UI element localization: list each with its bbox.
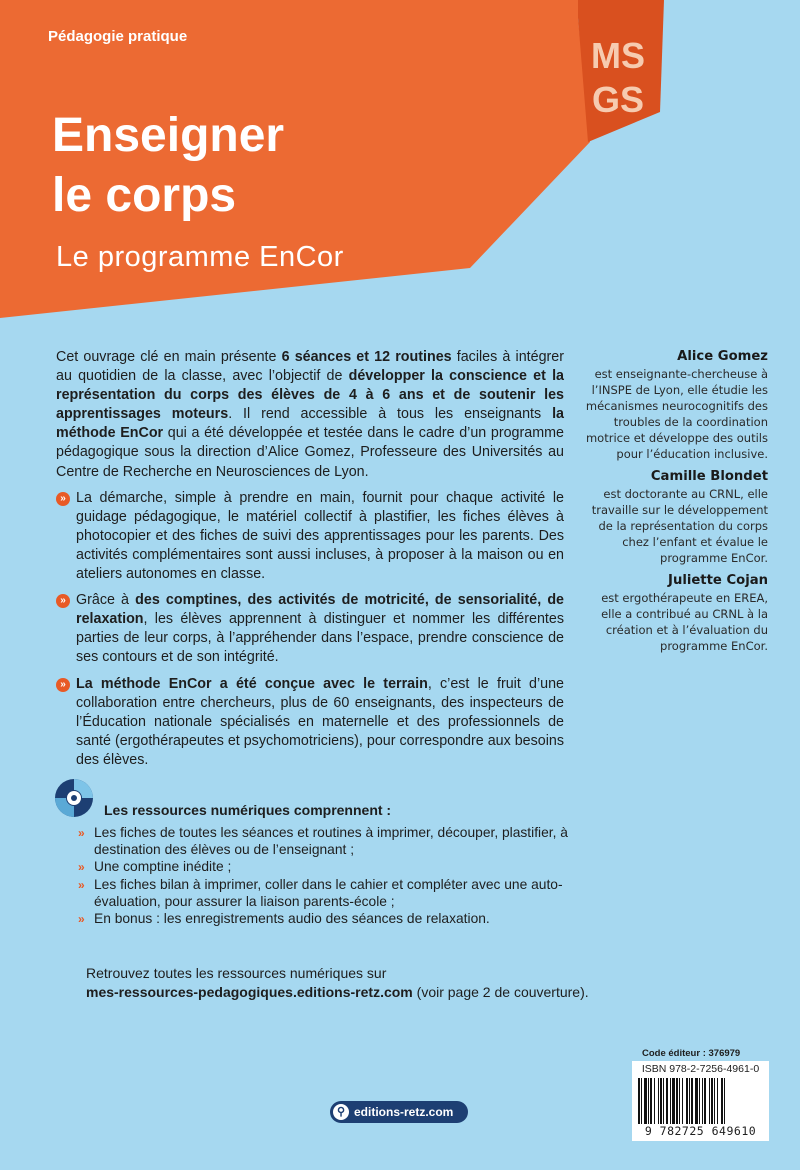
book-title [52, 106, 284, 226]
description [56, 348, 564, 770]
resources-list [78, 824, 574, 927]
barcode-bar [709, 1078, 710, 1124]
bullet-paragraph [56, 591, 564, 667]
chevron-right-icon: » [56, 678, 70, 692]
barcode-bar [704, 1078, 706, 1124]
barcode-bar [679, 1078, 680, 1124]
series-label: Pédagogie pratique [48, 28, 188, 45]
list-item-text: Les fiches de toutes les séances et routines à imprimer, découper, plastifier, à destination des élèves ou de l’enseignant ; [94, 825, 568, 858]
title-line-2: le corps [52, 169, 237, 222]
barcode-bar [641, 1078, 642, 1124]
barcode-bar [699, 1078, 700, 1124]
barcode-bars [638, 1078, 763, 1124]
isbn: ISBN 978-2-7256-4961-0 [641, 1063, 760, 1075]
resources-site-link[interactable]: mes-ressources-pedagogiques.editions-retz.com [86, 984, 413, 1000]
author-block [585, 572, 768, 654]
cd-disc-icon [54, 778, 94, 818]
resources-title: Les ressources numériques comprennent : [104, 802, 392, 818]
list-item [78, 858, 574, 875]
bullet-text: La démarche, simple à prendre en main, fournit pour chaque activité le guidage pédagogique, le matériel collectif à plastifier, les fiches élèves à photocopier et des fiches de suivi des apprentissages pour les parents. Des activités complémentaires sont aussi incluses, à proposer à la maison ou en ateliers autonomes en classe. [76, 489, 564, 583]
barcode-bar [691, 1078, 693, 1124]
barcode-bar [658, 1078, 659, 1124]
intro-text: faciles à intégrer au quotidien de la classe, avec l’objectif de [56, 349, 564, 385]
barcode-bar [648, 1078, 649, 1124]
resources-note [86, 964, 589, 1002]
barcode-bar [724, 1078, 725, 1124]
class-levels [590, 34, 646, 122]
author-bio: est ergothérapeute en EREA, elle a contribué au CRNL à la création et à l’évaluation du programme EnCor. [601, 591, 768, 653]
barcode-bar [676, 1078, 678, 1124]
bullet-text: , les élèves apprennent à distinguer et nommer les différentes parties de leur corps, à l’appréhender dans l’espace, prendre conscience de ses contours et de son intégrité. [76, 611, 564, 666]
barcode-bar [721, 1078, 723, 1124]
barcode-bar [686, 1078, 688, 1124]
list-item-text: En bonus : les enregistrements audio des séances de relaxation. [94, 911, 490, 927]
author-bio: est enseignante-chercheuse à l’INSPE de Lyon, elle étudie les mécanismes neurocognitifs des troubles de la coordination motrice et développe des outils pour l’éducation inclusive. [585, 367, 768, 461]
resources-note-suffix: (voir page 2 de couverture). [412, 984, 589, 1000]
list-item [78, 824, 574, 858]
author-block [585, 348, 768, 462]
book-subtitle: Le programme EnCor [56, 241, 344, 273]
intro-text: qui a été développée et testée dans le cadre d’un programme pédagogique sous la direction d’Alice Gomez, Professeure des Universités au Centre de Recherche en Neurosciences de Lyon. [56, 425, 564, 480]
bullet-highlight: des comptines, des activités de motricité, de sensorialité, de relaxation [76, 592, 564, 628]
chevron-right-icon: » [78, 860, 85, 875]
publisher-url-badge[interactable] [330, 1101, 468, 1123]
author-name: Juliette Cojan [668, 573, 768, 588]
barcode-bar [717, 1078, 718, 1124]
level-ms: MS [591, 35, 645, 76]
author-block [585, 468, 768, 566]
barcode-bar [672, 1078, 675, 1124]
barcode-bar [702, 1078, 703, 1124]
list-item-text: Une comptine inédite ; [94, 859, 232, 875]
author-bio: est doctorante au CRNL, elle travaille sur le développement de la représentation du corps chez l’enfant et évalue le programme EnCor. [591, 487, 768, 565]
chevron-right-icon: » [78, 826, 85, 840]
intro-paragraph [56, 348, 564, 482]
list-item [78, 876, 574, 910]
bullet-text: Grâce à [76, 592, 136, 609]
author-name: Alice Gomez [677, 349, 768, 364]
barcode-bar [644, 1078, 647, 1124]
intro-text: . Il rend accessible à tous les enseignants [228, 406, 553, 423]
resources-note-link-line [86, 983, 589, 1002]
barcode-box [632, 1061, 769, 1141]
barcode-bar [695, 1078, 698, 1124]
barcode-bar [650, 1078, 652, 1124]
bullet-paragraph [56, 675, 564, 770]
barcode-bar [654, 1078, 655, 1124]
publisher-code: Code éditeur : 376979 [642, 1048, 741, 1059]
barcode-bar [714, 1078, 715, 1124]
intro-highlight: développer la conscience et la représentation du corps des élèves de 4 à 6 ans et de soutenir les apprentissages moteurs [56, 368, 564, 423]
barcode-digits: 9 782725 649610 [644, 1124, 757, 1138]
intro-highlight: la méthode EnCor [56, 406, 564, 442]
intro-highlight: 6 séances et 12 routines [281, 349, 452, 365]
chevron-right-icon: » [78, 877, 85, 892]
intro-text: Cet ouvrage clé en main présente [56, 349, 282, 365]
level-gs: GS [591, 79, 644, 120]
bullet-paragraph [56, 489, 564, 584]
publisher-url: editions-retz.com [354, 1105, 454, 1119]
resources-note-text: Retrouvez toutes les ressources numériques sur [86, 965, 387, 981]
barcode-bar [663, 1078, 664, 1124]
barcode-bar [670, 1078, 671, 1124]
title-line-1: Enseigner [52, 109, 285, 162]
barcode-bar [682, 1078, 683, 1124]
barcode-bar [711, 1078, 713, 1124]
bullet-text: , c’est le fruit d’une collaboration entre chercheurs, plus de 60 enseignants, des inspecteurs de l’Éducation nationale spécialisés en maternelle et des professionnels de santé (ergothérapeutes et psychomotriciens), pour correspondre aux besoins des élèves. [76, 675, 565, 768]
barcode-bar [666, 1078, 668, 1124]
chevron-right-icon: » [56, 594, 70, 608]
barcode-bar [660, 1078, 662, 1124]
list-item-text: Les fiches bilan à imprimer, coller dans le cahier et compléter avec une auto-évaluation, pour assurer la liaison parents-école ; [94, 876, 563, 909]
bullet-highlight: La méthode EnCor a été conçue avec le terrain [76, 675, 428, 692]
barcode-bar [638, 1078, 640, 1124]
chevron-right-icon: » [56, 492, 70, 506]
chevron-right-icon: » [78, 912, 85, 927]
magnifier-icon: ⚲ [333, 1104, 349, 1120]
list-item [78, 910, 574, 927]
barcode-bar [689, 1078, 690, 1124]
author-name: Camille Blondet [650, 469, 768, 484]
authors-column [585, 348, 768, 660]
